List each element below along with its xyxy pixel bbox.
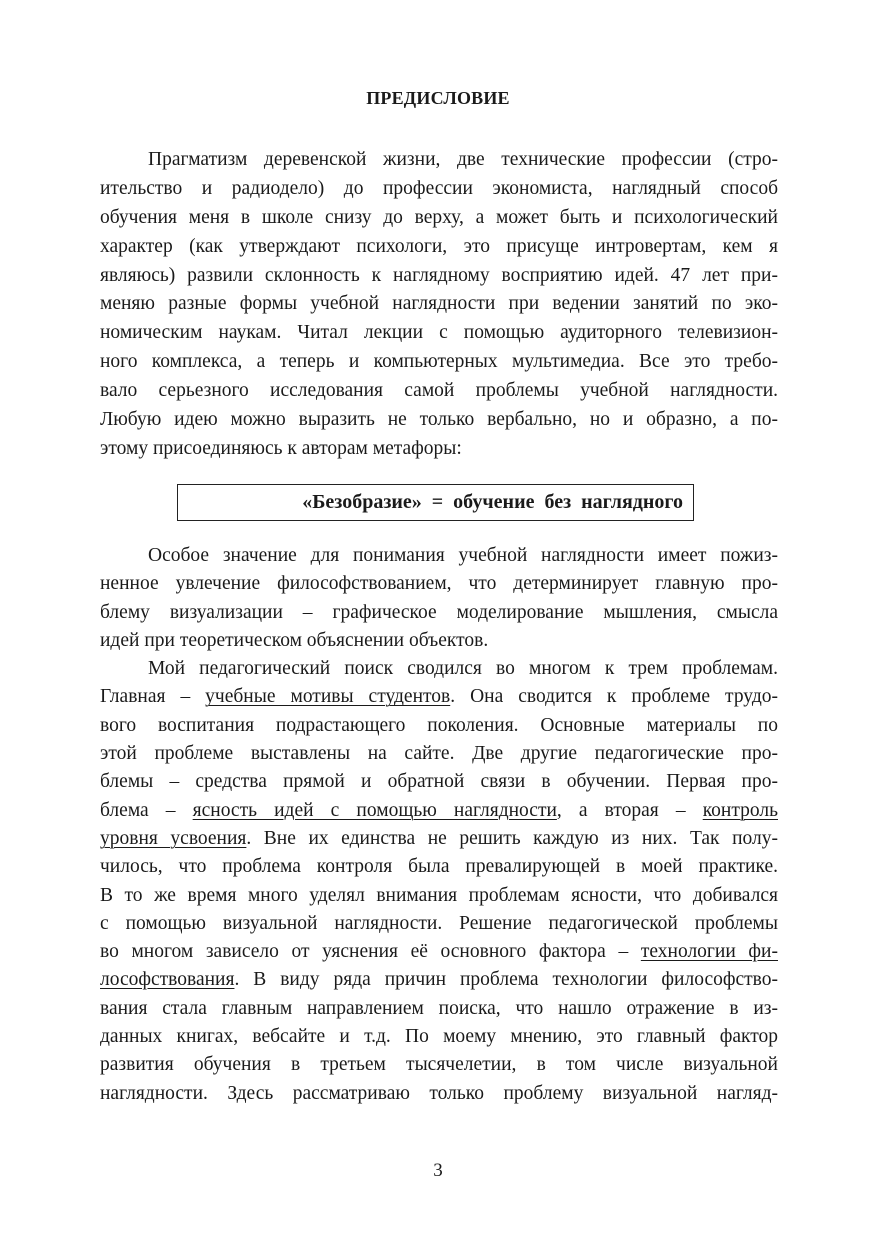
text-segment: с помощью визуальной наглядности. Решение педагогической проблемы: [100, 912, 778, 934]
text-segment: во многом зависело от уяснения её основного фактора –: [100, 941, 641, 963]
text-segment: ительство и радиодело) до профессии экономиста, наглядный способ: [100, 177, 778, 199]
text-line: [100, 683, 778, 711]
text-line: [100, 768, 778, 796]
underlined-phrase: учебные мотивы студентов: [205, 686, 451, 708]
text-line: [100, 966, 778, 994]
underlined-phrase: уровня усвоения: [100, 827, 247, 849]
text-segment: . Она сводится к проблеме трудо-: [450, 686, 778, 708]
text-line: [100, 599, 778, 627]
text-segment: данных книгах, вебсайте и т.д. По моему мнению, это главный фактор: [100, 1026, 778, 1048]
text-line: [100, 627, 778, 655]
text-segment: идей при теоретическом объяснении объектов.: [100, 629, 489, 651]
text-segment: характер (как утверждают психологи, это присуще интровертам, кем я: [100, 235, 778, 257]
text-line: [100, 542, 778, 570]
text-line: [100, 882, 778, 910]
metaphor-box: «Безобразие» = обучение без наглядного: [177, 484, 694, 521]
text-line: [100, 938, 778, 966]
text-line: [100, 348, 778, 377]
text-segment: Любую идею можно выразить не только вербально, но и образно, а по-: [100, 409, 778, 431]
text-line: [100, 1080, 778, 1108]
text-line: [100, 1023, 778, 1051]
text-segment: блема –: [100, 799, 193, 821]
text-segment: блемы – средства прямой и обратной связи в обучении. Первая про-: [100, 771, 778, 793]
text-line: [100, 290, 778, 319]
text-line: [100, 319, 778, 348]
text-segment: , а вторая –: [556, 799, 703, 821]
text-line: [100, 570, 778, 598]
underlined-phrase: лософствования: [100, 969, 235, 991]
text-segment: вания стала главным направлением поиска, что нашло отражение в из-: [100, 997, 778, 1019]
page-title: ПРЕДИСЛОВИЕ: [366, 88, 510, 108]
page-number: 3: [433, 1160, 443, 1181]
text-segment: меняю разные формы учебной наглядности при ведении занятий по эко-: [100, 293, 778, 315]
text-segment: номическим наукам. Читал лекции с помощью аудиторного телевизион-: [100, 322, 778, 344]
text-line: [100, 435, 778, 464]
text-segment: вало серьезного исследования самой проблемы учебной наглядности.: [100, 380, 778, 402]
text-segment: обучения меня в школе снизу до верху, а может быть и психологический: [100, 206, 778, 228]
text-segment: наглядности. Здесь рассматриваю только проблему визуальной нагляд-: [100, 1082, 778, 1104]
text-line: [100, 377, 778, 406]
text-segment: являюсь) развили склонность к наглядному восприятию идей. 47 лет при-: [100, 264, 778, 286]
text-segment: . В виду ряда причин проблема технологии философство-: [234, 969, 778, 991]
paragraph-1: [100, 146, 778, 464]
text-segment: этому присоединяюсь к авторам метафоры:: [100, 437, 462, 459]
text-segment: Прагматизм деревенской жизни, две технические профессии (стро-: [148, 149, 778, 170]
text-line: [100, 910, 778, 938]
text-line: [100, 204, 778, 233]
text-segment: . Вне их единства не решить каждую из них. Так полу-: [246, 827, 778, 849]
text-segment: Главная –: [100, 686, 206, 708]
text-line: [100, 825, 778, 853]
text-line: [100, 146, 778, 175]
text-segment: ного комплекса, а теперь и компьютерных мультимедиа. Все это требо-: [100, 351, 778, 373]
text-line: [100, 233, 778, 262]
underlined-phrase: контроль: [702, 799, 778, 821]
text-segment: Мой педагогический поиск сводился во многом к трем проблемам.: [148, 658, 778, 680]
text-line: [100, 995, 778, 1023]
text-line: [100, 853, 778, 881]
text-segment: Особое значение для понимания учебной наглядности имеет пожиз-: [148, 545, 778, 566]
underlined-phrase: ясность идей с помощью наглядности: [192, 799, 557, 821]
text-segment: чилось, что проблема контроля была превалирующей в моей практике.: [100, 856, 778, 878]
text-line: [100, 1051, 778, 1079]
paragraph-2: [100, 542, 778, 1108]
text-segment: этой проблеме выставлены на сайте. Две другие педагогические про-: [100, 743, 778, 765]
text-line: [100, 797, 778, 825]
text-segment: В то же время много уделял внимания проблемам ясности, что добивался: [100, 884, 778, 906]
text-line: [100, 740, 778, 768]
underlined-phrase: технологии фи-: [640, 941, 778, 963]
text-segment: блему визуализации – графическое моделирование мышления, смысла: [100, 601, 778, 623]
text-line: [100, 406, 778, 435]
text-segment: развития обучения в третьем тысячелетии, в том числе визуальной: [100, 1054, 778, 1076]
text-line: [100, 655, 778, 683]
text-segment: вого воспитания подрастающего поколения. Основные материалы по: [100, 714, 778, 736]
text-line: [100, 712, 778, 740]
text-line: [100, 175, 778, 204]
text-segment: ненное увлечение философствованием, что детерминирует главную про-: [100, 573, 778, 595]
text-line: [100, 262, 778, 291]
